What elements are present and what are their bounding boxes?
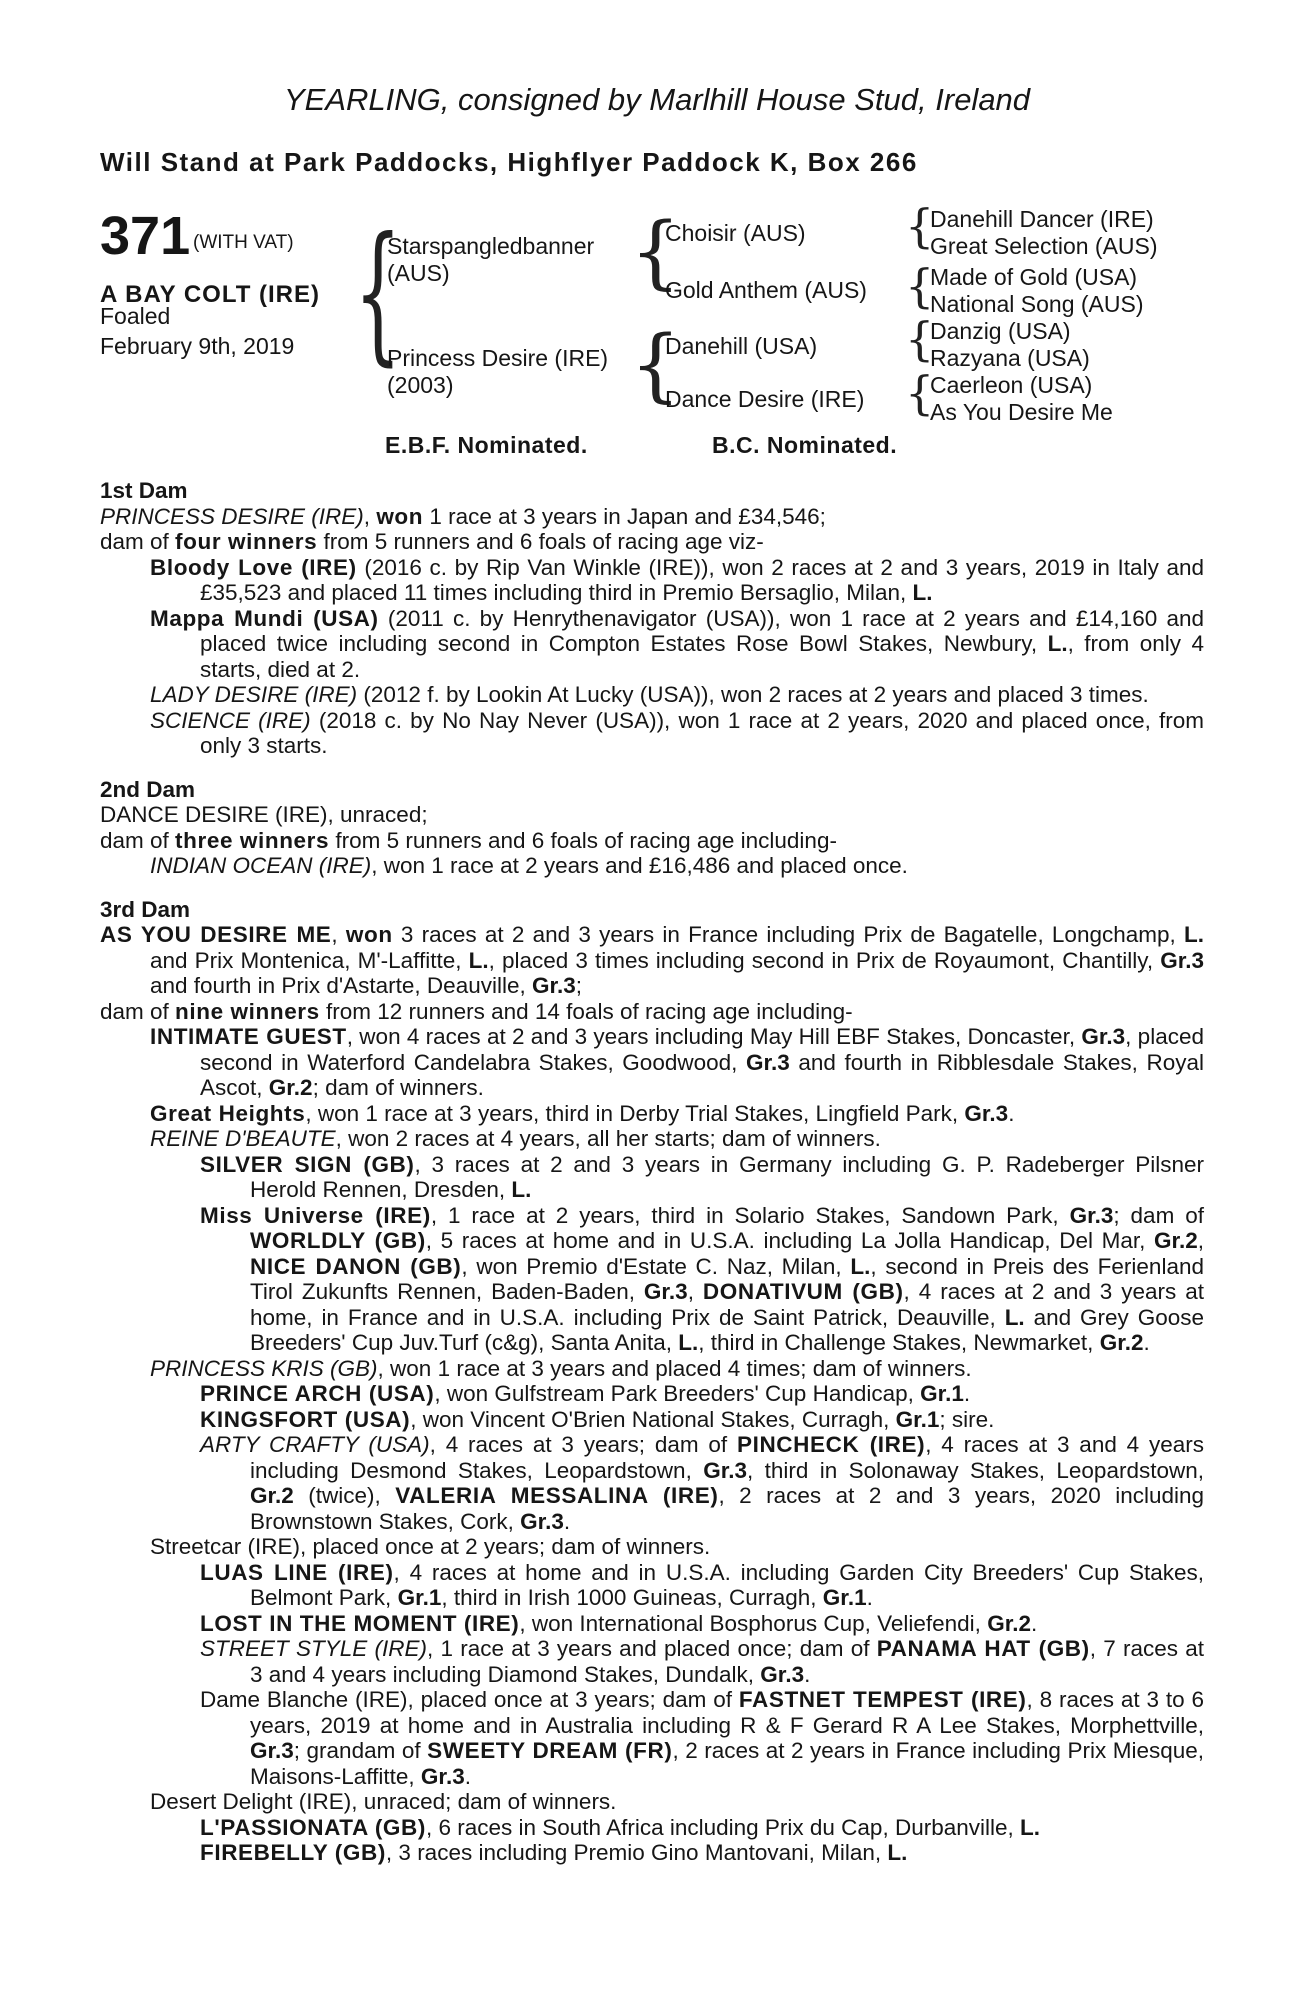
produce-entry: KINGSFORT (USA), won Vincent O'Brien National Stakes, Curragh, Gr.1; sire.	[200, 1406, 995, 1432]
dam-name: Princess Desire (IRE)	[387, 345, 609, 371]
gen3-6: Razyana (USA)	[930, 345, 1090, 371]
gen3-7: Caerleon (USA)	[930, 372, 1093, 398]
produce-entry: SCIENCE (IRE) (2018 c. by No Nay Never (USA)), won 1 race at 2 years, 2020 and placed once, from only 3 starts.	[150, 707, 1205, 758]
produce-entry: L'PASSIONATA (GB), 6 races in South Africa including Prix du Cap, Durbanville, L.	[200, 1814, 1041, 1840]
first-dam-produce: dam of four winners from 5 runners and 6 foals of racing age viz-	[100, 529, 764, 554]
produce-entry: LADY DESIRE (IRE) (2012 f. by Lookin At Lucky (USA)), won 2 races at 2 years and placed 3 times.	[150, 682, 1149, 707]
produce-entry: LUAS LINE (IRE), 4 races at home and in U.S.A. including Garden City Breeders' Cup Stakes, Belmont Park, Gr.1, third in Irish 1000 Guineas, Curragh, Gr.1.	[200, 1559, 1204, 1610]
dam-sire: Danehill (USA)	[665, 333, 818, 359]
third-dam-heading: 3rd Dam	[100, 896, 191, 922]
produce-entry: Bloody Love (IRE) (2016 c. by Rip Van Winkle (IRE)), won 2 races at 2 and 3 years, 2019 in Italy and £35,523 and placed 11 times including third in Premio Bersaglio, Milan, L.	[150, 554, 1204, 605]
third-dam-produce: dam of nine winners from 12 runners and 14 foals of racing age including-	[100, 998, 853, 1024]
sire-name: Starspangledbanner	[387, 233, 595, 259]
second-dam-produce: dam of three winners from 5 runners and 6 foals of racing age including-	[100, 827, 837, 853]
produce-entry: FIREBELLY (GB), 3 races including Premio Gino Mantovani, Milan, L.	[200, 1840, 908, 1865]
dam-dam: Dance Desire (IRE)	[665, 386, 865, 412]
gen3-2: Great Selection (AUS)	[930, 233, 1158, 259]
produce-entry: INDIAN OCEAN (IRE), won 1 race at 2 years and £16,486 and placed once.	[150, 853, 908, 878]
produce-entry: Mappa Mundi (USA) (2011 c. by Henrythenavigator (USA)), won 1 race at 2 years and £14,160 and placed twice including second in Compton Estates Rose Bowl Stakes, Newbury, L., from only 4 starts, died at 2.	[150, 605, 1205, 682]
produce-entry: STREET STYLE (IRE), 1 race at 3 years and placed once; dam of PANAMA HAT (GB), 7 races at 3 and 4 years including Diamond Stakes, Dundalk, Gr.3.	[200, 1636, 1204, 1687]
gen3-3: Made of Gold (USA)	[930, 264, 1138, 290]
produce-entry: Streetcar (IRE), placed once at 2 years; dam of winners.	[150, 1534, 711, 1559]
vat-note: (WITH VAT)	[193, 232, 294, 253]
dam-brace: {	[630, 318, 681, 411]
gen3-8: As You Desire Me	[930, 399, 1113, 425]
gen3-4: National Song (AUS)	[930, 291, 1144, 317]
first-dam-paragraph: PRINCESS DESIRE (IRE), won 1 race at 3 years in Japan and £34,546;	[100, 503, 826, 529]
ebf-nomination: E.B.F. Nominated.	[385, 432, 588, 458]
sire-sire: Choisir (AUS)	[665, 220, 806, 246]
produce-entry: Dame Blanche (IRE), placed once at 3 years; dam of FASTNET TEMPEST (IRE), 8 races at 3 to 6 years, 2019 at home and in Australia including R & F Gerard R A Lee Stakes, Morphettville, Gr.3; grandam of SWEETY DREAM (FR), 2 races at 2 years in France including Prix Miesque, Maisons-Laffitte, Gr.3.	[200, 1687, 1205, 1789]
foaled-label: Foaled	[100, 303, 171, 329]
produce-entry: PRINCE ARCH (USA), won Gulfstream Park Breeders' Cup Handicap, Gr.1.	[200, 1381, 971, 1406]
lot-name: A BAY COLT (IRE)	[100, 281, 321, 308]
gen3-1: Danehill Dancer (IRE)	[930, 206, 1154, 232]
produce-entry: REINE D'BEAUTE, won 2 races at 4 years, all her starts; dam of winners.	[150, 1126, 881, 1151]
second-dam-heading: 2nd Dam	[100, 776, 196, 802]
brace-g3-4: {	[905, 366, 935, 420]
sire-brace: {	[630, 205, 681, 298]
produce-entry: ARTY CRAFTY (USA), 4 races at 3 years; dam of PINCHECK (IRE), 4 races at 3 and 4 years including Desmond Stakes, Leopardstown, Gr.3, third in Solonaway Stakes, Leopardstown, Gr.2 (twice), VALERIA MESSALINA (IRE), 2 races at 2 and 3 years, 2020 including Brownstown Stakes, Cork, Gr.3.	[200, 1432, 1205, 1534]
produce-entry: Great Heights, won 1 race at 3 years, third in Derby Trial Stakes, Lingfield Park, Gr.3.	[150, 1100, 1015, 1126]
second-dam-paragraph: DANCE DESIRE (IRE), unraced;	[100, 802, 428, 827]
dam-year: (2003)	[387, 372, 454, 398]
brace-g3-2: {	[905, 259, 935, 313]
produce-entry: Miss Universe (IRE), 1 race at 2 years, third in Solario Stakes, Sandown Park, Gr.3; dam of WORLDLY (GB), 5 races at home and in U.S.A. including La Jolla Handicap, Del Mar, Gr.2, NICE DANON (GB), won Premio d'Estate C. Naz, Milan, L., second in Preis des Ferienland Tirol Zukunfts Rennen, Baden-Baden, Gr.3, DONATIVUM (GB), 4 races at 2 and 3 years at home, in France and in U.S.A. including Prix de Saint Patrick, Deauville, L. and Grey Goose Breeders' Cup Juv.Turf (c&g), Santa Anita, L., third in Challenge Stakes, Newmarket, Gr.2.	[200, 1202, 1204, 1355]
bc-nomination: B.C. Nominated.	[712, 432, 898, 458]
first-dam-heading: 1st Dam	[100, 478, 188, 503]
gen3-5: Danzig (USA)	[930, 318, 1071, 344]
catalogue-body	[100, 478, 1204, 1866]
lot-number: 371	[100, 206, 191, 266]
location-line: Will Stand at Park Paddocks, Highflyer Paddock K, Box 266	[100, 147, 918, 177]
produce-entry: PRINCESS KRIS (GB), won 1 race at 3 years and placed 4 times; dam of winners.	[150, 1355, 972, 1381]
brace-g3-1: {	[905, 199, 935, 253]
produce-entry: INTIMATE GUEST, won 4 races at 2 and 3 years including May Hill EBF Stakes, Doncaster, Gr.3, placed second in Waterford Candelabra Stakes, Goodwood, Gr.3 and fourth in Ribblesdale Stakes, Royal Ascot, Gr.2; dam of winners.	[150, 1024, 1204, 1100]
sire-dam: Gold Anthem (AUS)	[665, 277, 867, 303]
sire-origin: (AUS)	[387, 260, 450, 286]
consignment-line: YEARLING, consigned by Marlhill House Stud, Ireland	[283, 82, 1031, 117]
produce-entry: Desert Delight (IRE), unraced; dam of winners.	[150, 1789, 617, 1814]
third-dam-paragraph: AS YOU DESIRE ME, won 3 races at 2 and 3 years in France including Prix de Bagatelle, Longchamp, L. and Prix Montenica, M'-Laffitte, L., placed 3 times including second in Prix de Royaumont, Chantilly, Gr.3 and fourth in Prix d'Astarte, Deauville, Gr.3;	[100, 922, 1205, 998]
brace-g3-3: {	[905, 312, 935, 366]
produce-entry: LOST IN THE MOMENT (IRE), won International Bosphorus Cup, Veliefendi, Gr.2.	[200, 1610, 1038, 1636]
produce-entry: SILVER SIGN (GB), 3 races at 2 and 3 years in Germany including G. P. Radeberger Pilsner Herold Rennen, Dresden, L.	[200, 1151, 1204, 1202]
foaled-date: February 9th, 2019	[100, 333, 295, 359]
pedigree-brace: {	[354, 206, 402, 380]
